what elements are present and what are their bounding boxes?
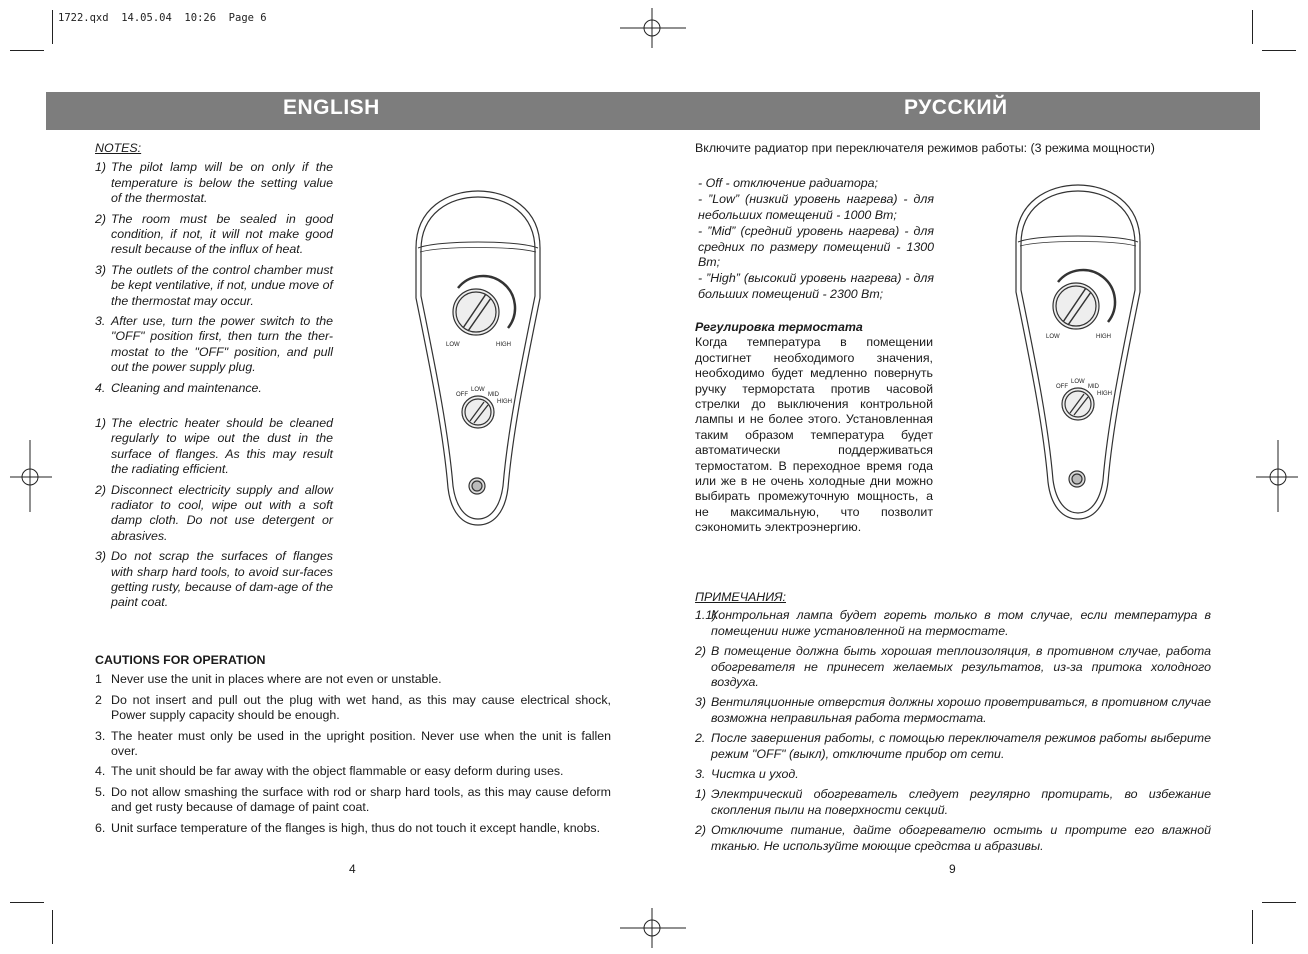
list-item xyxy=(95,416,333,478)
list-item-text: The room must be sealed in good condition, if not, it will not make good result because of the influx of heat. xyxy=(111,211,333,257)
list-item-number: 1) xyxy=(95,160,107,175)
ru-label-high: HIGH xyxy=(1096,334,1111,340)
list-item xyxy=(95,764,611,779)
mode-item: - ”High” (высокий уровень нагрева) - для больших помещений - 2300 Вт; xyxy=(698,271,934,301)
list-item xyxy=(95,263,333,309)
list-item-text: The electric heater should be cleaned regularly to wipe out the dust in the surface of flanges. As this may result the radiating efficient. xyxy=(111,416,333,477)
list-item xyxy=(95,483,333,545)
label-high-switch: HIGH xyxy=(497,399,512,405)
list-item xyxy=(95,729,611,760)
list-item xyxy=(695,767,1211,782)
ru-label-high-switch: HIGH xyxy=(1097,391,1112,397)
list-item xyxy=(95,821,611,836)
list-item-text: Never use the unit in places where are not even or unstable. xyxy=(111,672,442,687)
thermostat-text: Когда температура в помещении достигнет необходимого значения, необходимо будет медленно повернуть ручку терморстата против часовой стрелки до выключения контрольной лампы и не более этого. Установленная таким образом температура будет автоматически поддерживаться термостатом. В переходное время года или же в не очень холодные дни можно выбирать промежуточную мощность, а не максимальную, что позволит сэкономить электроэнергию. xyxy=(695,335,933,535)
list-item-number: 2. xyxy=(695,731,706,746)
list-item-text: Do not insert and pull out the plug with wet hand, as this may cause electrical shock, Power supply capacity should be enough. xyxy=(111,692,611,723)
list-item-number: 3) xyxy=(95,262,107,277)
list-item xyxy=(695,608,1211,639)
list-item-number: 3) xyxy=(95,549,107,564)
list-item-text: Cleaning and maintenance. xyxy=(111,380,262,395)
mode-item: - Off - отключение радиатора; xyxy=(698,176,878,190)
list-item xyxy=(95,314,333,376)
russian-thermostat xyxy=(695,320,933,536)
list-item-text: The outlets of the control chamber must be kept ventilative, if not, undue move of the thermostat may occur. xyxy=(111,262,333,308)
list-item xyxy=(695,644,1211,690)
list-item-number: 6. xyxy=(95,820,106,835)
english-header: ENGLISH xyxy=(283,96,380,119)
list-item xyxy=(95,693,611,724)
list-item-number: 4. xyxy=(95,764,106,779)
list-item-text: The unit should be far away with the object flammable or easy deform during uses. xyxy=(111,764,564,779)
ru-label-low-switch: LOW xyxy=(1071,379,1085,385)
list-item-number: 2) xyxy=(695,823,707,838)
russian-header: РУССКИЙ xyxy=(904,96,1008,119)
english-notes-title: NOTES: xyxy=(95,141,142,155)
list-item-text: Вентиляционные отверстия должны хорошо проветриваться, в противном случае возможна неправильная работа термостата. xyxy=(711,695,1211,725)
list-item-text: После завершения работы, с помощью переключателя режимов работы выберите режим "OFF" (выкл), отключите прибор от сети. xyxy=(711,731,1211,761)
ru-label-mid: MID xyxy=(1088,384,1099,390)
list-item-text: Disconnect electricity supply and allow radiator to cool, wipe out with a soft damp cloth. Do not use detergent or abrasives. xyxy=(111,482,333,543)
list-item-number: 1.1) xyxy=(695,608,717,623)
list-item-text: Чистка и уход. xyxy=(711,767,799,782)
list-item-text: Do not scrap the surfaces of flanges with sharp hard tools, to avoid sur-faces getting rusty, because of dam-age of the paint coat. xyxy=(111,549,333,610)
list-item-text: The pilot lamp will be on only if the temperature is below the setting value of the thermostat. xyxy=(111,160,333,206)
list-item-number: 2 xyxy=(95,692,102,707)
list-item-number: 5. xyxy=(95,784,106,799)
russian-modes xyxy=(698,176,934,303)
list-item-text: В помещение должна быть хорошая теплоизоляция, в противном случае, работа обогревателя не принесет желаемых результатов, из-за притока холодного воздуха. xyxy=(711,644,1211,690)
list-item-number: 3. xyxy=(95,314,106,329)
heater-control-panel-illustration xyxy=(408,188,548,530)
list-item-text: Отключите питание, дайте обогревателю остыть и протрите его влажной тканью. Не используйте моющие средства и абразивы. xyxy=(711,823,1211,853)
list-item-number: 2) xyxy=(695,644,707,659)
cautions-title: CAUTIONS FOR OPERATION xyxy=(95,653,266,667)
list-item-text: The heater must only be used in the upright position. Never use when the unit is fallen over. xyxy=(111,728,611,759)
list-item-text: Unit surface temperature of the flanges is high, thus do not touch it except handle, knobs. xyxy=(111,820,601,835)
list-item-text: Электрический обогреватель следует регулярно протирать, во избежание скопления пыли на поверхности секций. xyxy=(711,787,1211,817)
header-banner xyxy=(46,92,1260,130)
list-item xyxy=(95,212,333,258)
page-number-left: 4 xyxy=(349,862,356,876)
list-item xyxy=(95,381,333,396)
heater-control-panel-illustration-ru xyxy=(1008,182,1148,524)
label-high: HIGH xyxy=(496,342,511,348)
english-cautions xyxy=(95,653,611,841)
ru-label-low: LOW xyxy=(1046,334,1060,340)
russian-notes-title: ПРИМЕЧАНИЯ: xyxy=(695,590,786,604)
list-item-text: After use, turn the power switch to the "OFF" position first, then turn the ther-mostat to the "OFF" position, and pull out the power supply plug. xyxy=(111,314,333,375)
list-item xyxy=(695,695,1211,726)
list-item-number: 2) xyxy=(95,482,107,497)
list-item xyxy=(695,787,1211,818)
mode-item: - ”Low” (низкий уровень нагрева) - для небольших помещений - 1000 Вт; xyxy=(698,192,934,222)
page-number-right: 9 xyxy=(949,862,956,876)
label-off: OFF xyxy=(456,392,468,398)
ru-label-off: OFF xyxy=(1056,384,1068,390)
label-low-switch: LOW xyxy=(471,387,485,393)
list-item-number: 3. xyxy=(95,728,106,743)
list-item xyxy=(95,549,333,611)
list-item-number: 1) xyxy=(95,416,107,430)
russian-notes xyxy=(695,590,1211,859)
list-item-number: 2) xyxy=(95,211,107,226)
list-item-text: Контрольная лампа будет гореть только в том случае, если температура в помещении ниже установленной на термостате. xyxy=(711,608,1211,638)
english-notes xyxy=(95,141,333,401)
list-item xyxy=(95,160,333,206)
list-item-number: 4. xyxy=(95,380,106,395)
list-item-number: 3) xyxy=(695,695,707,710)
list-item-number: 3. xyxy=(695,767,706,782)
list-item-number: 1) xyxy=(695,787,707,802)
list-item-number: 1 xyxy=(95,672,102,687)
thermostat-title: Регулировка термостата xyxy=(695,320,863,334)
list-item xyxy=(95,672,611,687)
mode-item: - ”Mid” (средний уровень нагрева) - для средних по размеру помещений - 1300 Вт; xyxy=(698,224,934,270)
list-item xyxy=(695,731,1211,762)
english-cleaning-notes xyxy=(95,416,333,616)
printer-slug: 1722.qxd 14.05.04 10:26 Page 6 xyxy=(58,12,267,24)
list-item-text: Do not allow smashing the surface with rod or sharp hard tools, as this may cause deform and get rusty because of damage of paint coat. xyxy=(111,784,611,815)
list-item xyxy=(695,823,1211,854)
list-item xyxy=(95,785,611,816)
label-low: LOW xyxy=(446,342,460,348)
label-mid: MID xyxy=(488,392,499,398)
russian-intro: Включите радиатор при переключателя режимов работы: (3 режима мощности) xyxy=(695,141,1155,155)
